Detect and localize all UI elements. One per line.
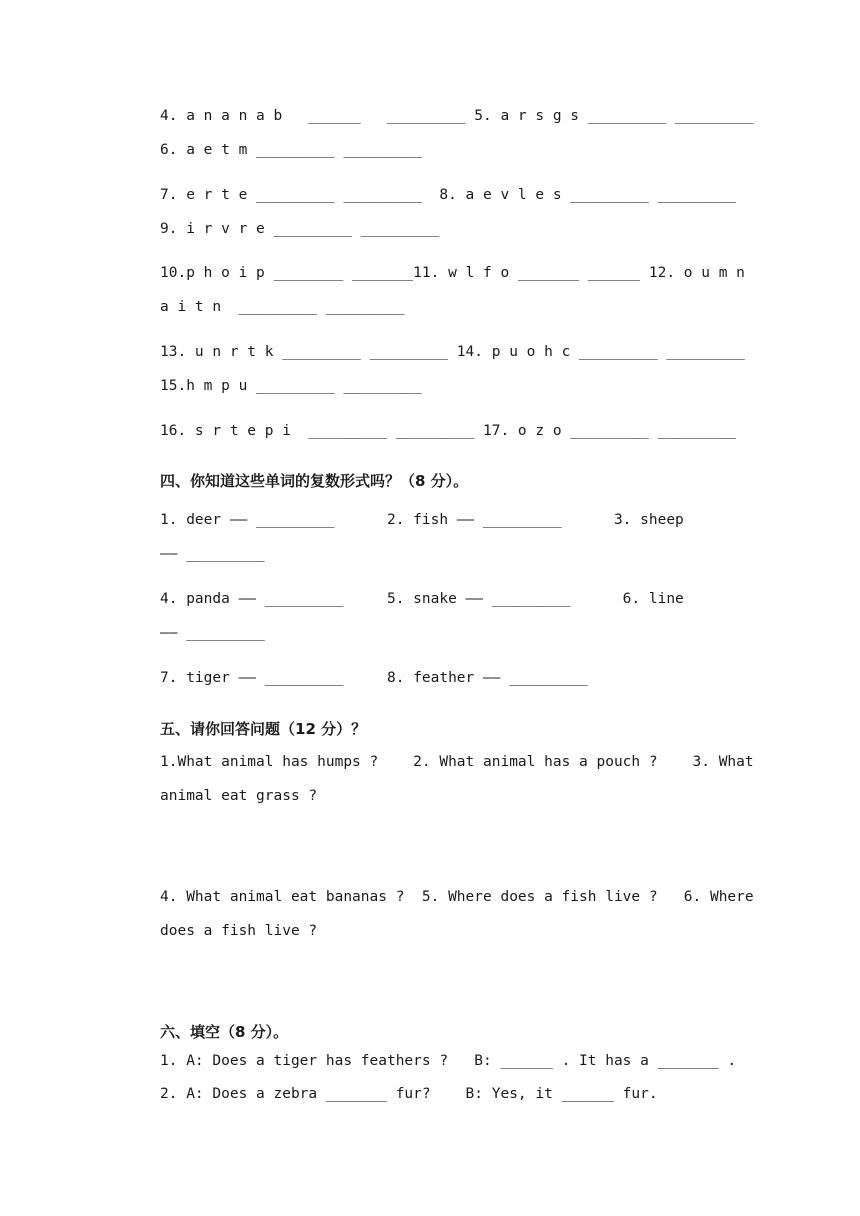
fill-line-1: 1. A: Does a tiger has feathers ? B: ______ . It has a _______ . — [160, 1053, 737, 1069]
unscramble-line-9: 9. i r v r e _________ _________ — [160, 221, 440, 237]
unscramble-line-6: 6. a e t m _________ _________ — [160, 142, 422, 158]
question-line-1-3: 1.What animal has humps ? 2. What animal has a pouch ? 3. What — [160, 754, 754, 770]
plural-line-4-6: 4. panda —— _________ 5. snake —— _________ 6. line — [160, 591, 684, 607]
plural-line-1-3: 1. deer —— _________ 2. fish —— _________ 3. sheep — [160, 512, 684, 528]
unscramble-line-13-14: 13. u n r t k _________ _________ 14. p u o h c _________ _________ — [160, 344, 745, 360]
section5-heading: 五、请你回答问题（12 分）？ — [160, 720, 367, 738]
section6-heading: 六、填空（8 分）。 — [160, 1023, 289, 1041]
unscramble-line-4-5: 4. a n a n a b ______ _________ 5. a r s g s _________ _________ — [160, 108, 754, 124]
question-line-4-6: 4. What animal eat bananas ? 5. Where does a fish live ? 6. Where — [160, 889, 754, 905]
plural-line-7-8: 7. tiger —— _________ 8. feather —— _________ — [160, 670, 588, 686]
unscramble-line-16-17: 16. s r t e p i _________ _________ 17. o z o _________ _________ — [160, 423, 737, 439]
unscramble-line-7-8: 7. e r t e _________ _________ 8. a e v l e s _________ _________ — [160, 187, 737, 203]
plural-line-6-cont: —— _________ — [160, 625, 265, 641]
section4-heading: 四、你知道这些单词的复数形式吗？（8 分）。 — [160, 472, 469, 490]
unscramble-line-10-12: 10.p h o i p ________ _______11. w l f o _______ ______ 12. o u m n — [160, 265, 745, 281]
fill-line-2: 2. A: Does a zebra _______ fur? B: Yes, it ______ fur. — [160, 1086, 658, 1102]
unscramble-line-15: 15.h m p u _________ _________ — [160, 378, 422, 394]
question-line-3-cont: animal eat grass ? — [160, 788, 318, 804]
unscramble-line-12-cont: a i t n _________ _________ — [160, 299, 405, 315]
question-line-6-cont: does a fish live ? — [160, 923, 318, 939]
plural-line-3-cont: —— _________ — [160, 546, 265, 562]
